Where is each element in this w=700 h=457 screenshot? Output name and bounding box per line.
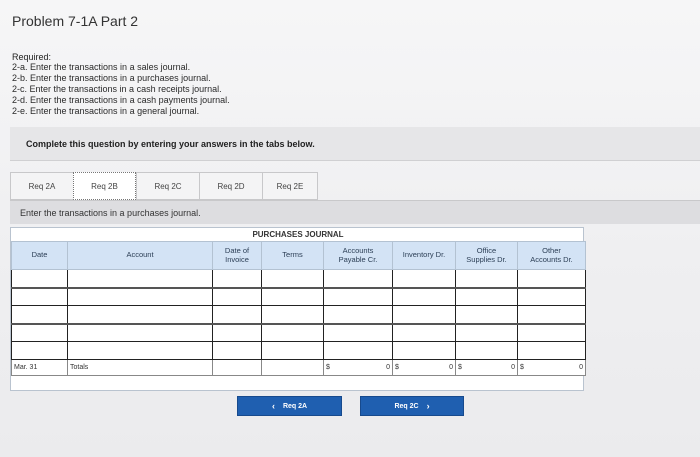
office-supplies-input[interactable]	[456, 306, 518, 324]
terms-input[interactable]	[262, 288, 324, 306]
instructions-text: Complete this question by entering your answers in the tabs below.	[26, 139, 315, 149]
total-accounts-payable: $ 0	[324, 360, 393, 376]
tab-req-2a[interactable]: Req 2A	[10, 172, 73, 200]
chevron-left-icon: ‹	[271, 401, 275, 411]
invoice-date-input[interactable]	[213, 342, 262, 360]
requirement-item: 2-d. Enter the transactions in a cash payments journal.	[12, 95, 230, 105]
instructions-banner	[10, 127, 700, 161]
invoice-date-input[interactable]	[213, 288, 262, 306]
date-input[interactable]	[12, 288, 68, 306]
total-inventory: $ 0	[393, 360, 456, 376]
requirements-list	[12, 62, 230, 117]
table-row	[12, 270, 586, 288]
requirement-item: 2-e. Enter the transactions in a general journal.	[12, 106, 200, 116]
ap-input[interactable]	[324, 306, 393, 324]
ap-input[interactable]	[324, 342, 393, 360]
totals-label: Totals	[68, 360, 213, 376]
col-other-accounts: Other Accounts Dr.	[518, 242, 586, 270]
table-row	[12, 324, 586, 342]
account-input[interactable]	[68, 270, 213, 288]
page-title: Problem 7-1A Part 2	[12, 13, 139, 29]
col-terms: Terms	[262, 242, 324, 270]
terms-input[interactable]	[262, 306, 324, 324]
next-req-button[interactable]	[360, 396, 464, 416]
ap-input[interactable]	[324, 324, 393, 342]
inventory-input[interactable]	[393, 342, 456, 360]
account-input[interactable]	[68, 288, 213, 306]
table-row	[12, 306, 586, 324]
required-label: Required:	[12, 52, 52, 62]
tab-req-2b[interactable]: Req 2B	[73, 172, 136, 200]
other-accounts-input[interactable]	[518, 342, 586, 360]
inventory-input[interactable]	[393, 288, 456, 306]
other-accounts-input[interactable]	[518, 306, 586, 324]
invoice-date-input[interactable]	[213, 324, 262, 342]
account-input[interactable]	[68, 342, 213, 360]
requirement-item: 2-c. Enter the transactions in a cash receipts journal.	[12, 84, 222, 94]
date-input[interactable]	[12, 270, 68, 288]
col-office-supplies: Office Supplies Dr.	[456, 242, 518, 270]
col-date-of-invoice: Date of Invoice	[213, 242, 262, 270]
requirement-item: 2-a. Enter the transactions in a sales journal.	[12, 62, 191, 72]
purchases-journal	[10, 227, 584, 391]
inventory-input[interactable]	[393, 324, 456, 342]
next-req-label: Req 2C	[394, 402, 419, 410]
col-date: Date	[12, 242, 68, 270]
tab-req-2e[interactable]: Req 2E	[262, 172, 318, 200]
totals-empty	[213, 360, 262, 376]
ap-input[interactable]	[324, 270, 393, 288]
office-supplies-input[interactable]	[456, 288, 518, 306]
total-office-supplies: $ 0	[456, 360, 518, 376]
office-supplies-input[interactable]	[456, 270, 518, 288]
tab-bar	[10, 172, 318, 200]
tab-instruction: Enter the transactions in a purchases journal.	[20, 208, 201, 218]
inventory-input[interactable]	[393, 270, 456, 288]
totals-row	[12, 360, 586, 376]
chevron-right-icon: ›	[426, 401, 430, 411]
col-account: Account	[68, 242, 213, 270]
date-input[interactable]	[12, 306, 68, 324]
other-accounts-input[interactable]	[518, 270, 586, 288]
journal-table	[11, 241, 586, 376]
table-row	[12, 342, 586, 360]
inventory-input[interactable]	[393, 306, 456, 324]
tab-req-2d[interactable]: Req 2D	[199, 172, 262, 200]
terms-input[interactable]	[262, 324, 324, 342]
invoice-date-input[interactable]	[213, 306, 262, 324]
prev-req-label: Req 2A	[282, 402, 308, 410]
date-input[interactable]	[12, 324, 68, 342]
journal-title: PURCHASES JOURNAL	[252, 230, 344, 239]
table-row	[12, 288, 586, 306]
other-accounts-input[interactable]	[518, 324, 586, 342]
invoice-date-input[interactable]	[213, 270, 262, 288]
account-input[interactable]	[68, 324, 213, 342]
terms-input[interactable]	[262, 342, 324, 360]
prev-req-button[interactable]	[237, 396, 342, 416]
col-inventory: Inventory Dr.	[393, 242, 456, 270]
requirement-item: 2-b. Enter the transactions in a purchases journal.	[12, 73, 211, 83]
other-accounts-input[interactable]	[518, 288, 586, 306]
office-supplies-input[interactable]	[456, 324, 518, 342]
date-input[interactable]	[12, 342, 68, 360]
journal-header-row	[12, 242, 586, 270]
total-other-accounts: $ 0	[518, 360, 586, 376]
ap-input[interactable]	[324, 288, 393, 306]
office-supplies-input[interactable]	[456, 342, 518, 360]
col-accounts-payable: Accounts Payable Cr.	[324, 242, 393, 270]
account-input[interactable]	[68, 306, 213, 324]
totals-date: Mar. 31	[12, 360, 68, 376]
terms-input[interactable]	[262, 270, 324, 288]
tab-req-2c[interactable]: Req 2C	[136, 172, 199, 200]
totals-empty	[262, 360, 324, 376]
